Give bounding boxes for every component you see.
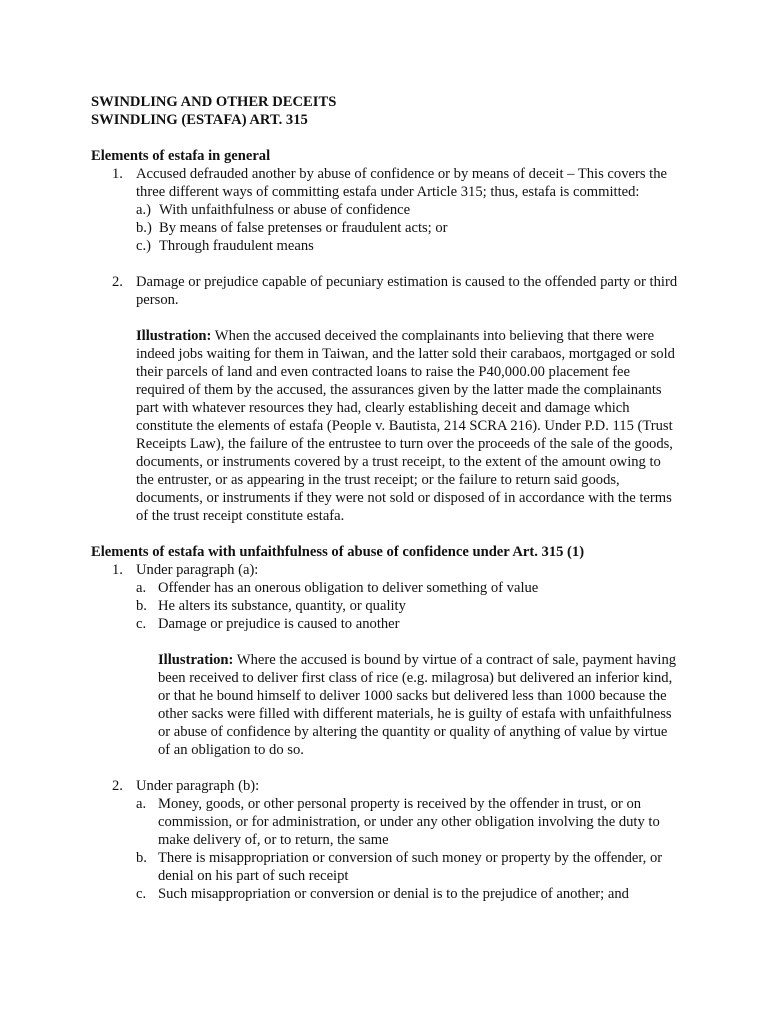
sub-item <box>136 849 681 885</box>
sub-label: b. <box>136 850 147 866</box>
sub-label: c.) <box>136 238 151 254</box>
illustration-text: Where the accused is bound by virtue of a contract of sale, payment having been received to deliver first class of rice (e.g. milagrosa) but delivered an inferior kind, or that he bound himself to deliver 1000 sacks but delivered less than 1000 because the other sacks were filled with different materials, he is guilty of estafa with unfaithfulness or abuse of confidence by altering the quantity or quality of anything of value by virtue of an obligation to do so. <box>158 652 677 758</box>
list-text: Under paragraph (a): <box>136 562 259 578</box>
sub-item <box>136 615 681 633</box>
sub-label: b. <box>136 598 147 614</box>
illustration-paragraph <box>136 327 681 525</box>
sub-text: With unfaithfulness or abuse of confidence <box>159 202 411 218</box>
sub-item <box>136 885 681 903</box>
list-item <box>91 561 681 633</box>
document-subtitle: SWINDLING (ESTAFA) ART. 315 <box>91 112 308 128</box>
list-text: Damage or prejudice capable of pecuniary estimation is caused to the offended party or third person. <box>136 274 678 308</box>
sub-item <box>136 579 681 597</box>
list-number: 1. <box>112 166 123 182</box>
sub-item <box>136 237 681 255</box>
list-text: Under paragraph (b): <box>136 778 260 794</box>
illustration-paragraph <box>158 651 681 759</box>
sub-text: Money, goods, or other personal property is received by the offender in trust, or on commission, or for administration, or under any other obligation involving the duty to make delivery of, or to return, the same <box>158 796 660 848</box>
illustration-text: When the accused deceived the complainants into believing that there were indeed jobs waiting for them in Taiwan, and the latter sold their carabaos, mortgaged or sold their parcels of land and even contracted loans to raise the P40,000.00 placement fee required of them by the accused, the assurances given by the latter made the complainants part with whatever resources they had, clearly establishing deceit and damage which constitute the elements of estafa (People v. Bautista, 214 SCRA 216). Under P.D. 115 (Trust Receipts Law), the failure of the entrustee to turn over the proceeds of the sale of the goods, documents, or instruments covered by a trust receipt, to the extent of the amount owing to the entruster, or as appearing in the trust receipt; or the failure to return said goods, documents, or instruments if they were not sold or disposed of in accordance with the terms of the trust receipt constitute estafa. <box>136 328 675 524</box>
sub-item <box>136 597 681 615</box>
sub-label: a. <box>136 796 147 812</box>
list-number: 2. <box>112 274 123 290</box>
sub-label: c. <box>136 886 147 902</box>
list-number: 2. <box>112 778 123 794</box>
section-heading-general: Elements of estafa in general <box>91 148 271 164</box>
sub-item <box>136 219 681 237</box>
sub-label: a.) <box>136 202 151 218</box>
document-title: SWINDLING AND OTHER DECEITS <box>91 94 337 110</box>
list-number: 1. <box>112 562 123 578</box>
sub-text: Damage or prejudice is caused to another <box>158 616 400 632</box>
sub-item <box>136 795 681 849</box>
document-content <box>91 93 681 903</box>
list-item <box>91 777 681 903</box>
sub-label: a. <box>136 580 147 596</box>
illustration-label: Illustration: <box>158 652 234 668</box>
sub-text: There is misappropriation or conversion of such money or property by the offender, or denial on his part of such receipt <box>158 850 663 884</box>
list-text: Accused defrauded another by abuse of confidence or by means of deceit – This covers the three different ways of committing estafa under Article 315; thus, estafa is committed: <box>136 166 667 200</box>
sub-item <box>136 201 681 219</box>
sub-text: Offender has an onerous obligation to deliver something of value <box>158 580 539 596</box>
illustration-label: Illustration: <box>136 328 212 344</box>
sub-text: By means of false pretenses or fraudulent acts; or <box>159 220 448 236</box>
list-item <box>91 165 681 255</box>
list-item <box>91 273 681 309</box>
sub-label: b.) <box>136 220 152 236</box>
sub-text: Through fraudulent means <box>159 238 314 254</box>
sub-label: c. <box>136 616 147 632</box>
sub-text: Such misappropriation or conversion or denial is to the prejudice of another; and <box>158 886 629 902</box>
sub-text: He alters its substance, quantity, or quality <box>158 598 406 614</box>
section-heading-abuse-of-confidence: Elements of estafa with unfaithfulness of abuse of confidence under Art. 315 (1) <box>91 544 585 560</box>
